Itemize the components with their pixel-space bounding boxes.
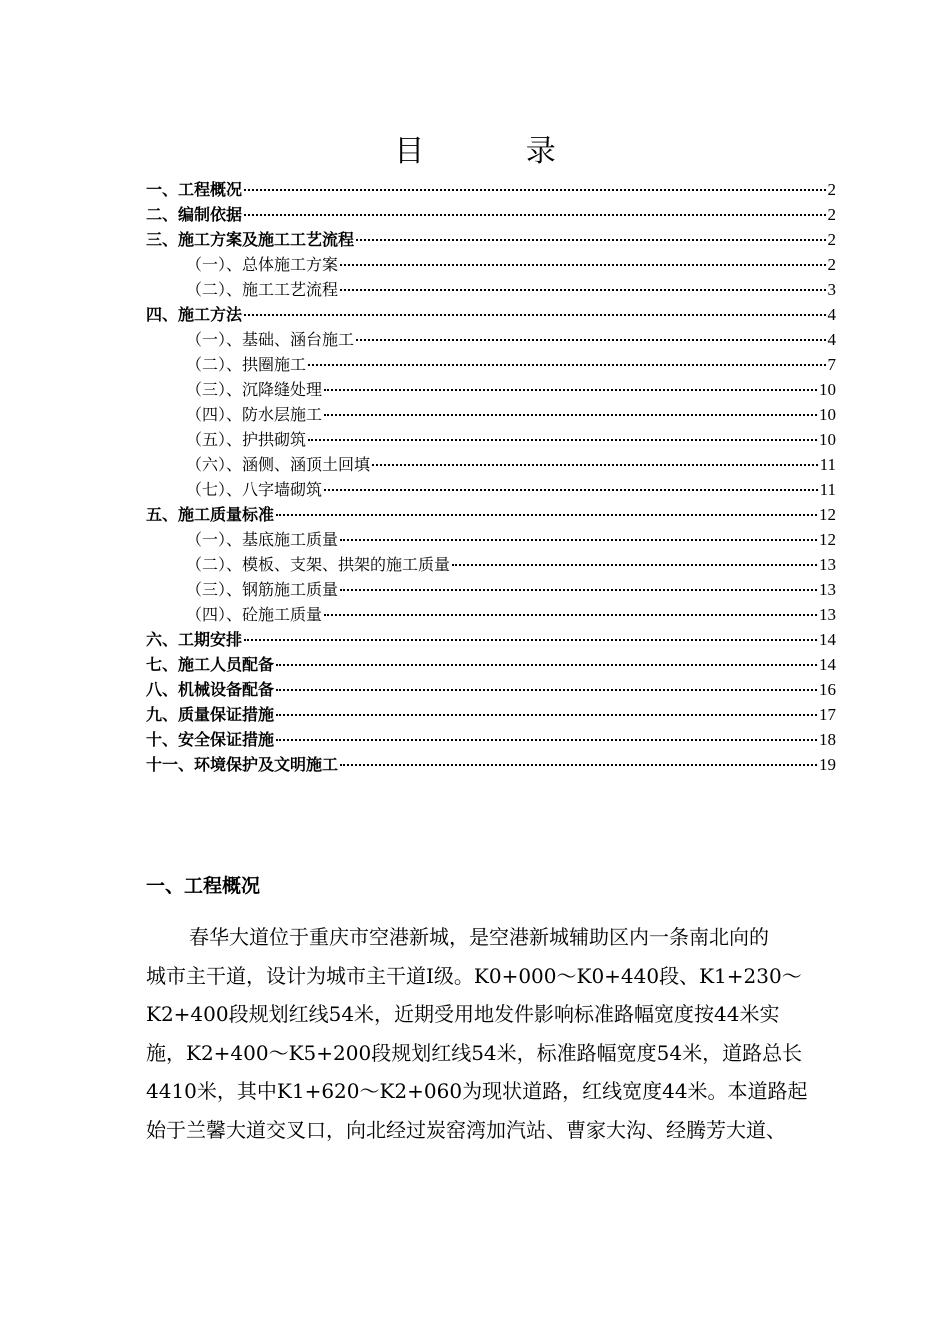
toc-dot-leader xyxy=(356,239,825,241)
toc-page-number: 12 xyxy=(819,505,836,524)
toc-page-number: 13 xyxy=(819,605,836,624)
toc-dot-leader xyxy=(324,389,817,391)
toc-dot-leader xyxy=(276,739,817,741)
toc-entry[interactable] xyxy=(146,452,836,477)
toc-page-number: 16 xyxy=(819,680,836,699)
toc-entry-text: （五）、护拱砌筑 xyxy=(186,430,307,449)
toc-page-number: 2 xyxy=(827,255,836,274)
toc-title: 目 录 xyxy=(394,134,602,169)
toc-entry-text: 一、工程概况 xyxy=(146,180,243,199)
toc-entry-text: 四、施工方法 xyxy=(146,305,243,324)
toc-entry[interactable] xyxy=(146,627,836,652)
toc-dot-leader xyxy=(356,339,825,341)
toc-entry[interactable] xyxy=(146,302,836,327)
paragraph-line: 4410米，其中K1+620～K2+060为现状道路，红线宽度44米。本道路起 xyxy=(146,1079,808,1103)
toc-entry-text: （四）、防水层施工 xyxy=(186,405,323,424)
toc-entry-text: （四）、砼施工质量 xyxy=(186,605,323,624)
toc-dot-leader xyxy=(244,639,817,641)
toc-entry-text: （七）、八字墙砌筑 xyxy=(186,480,323,499)
toc-entry[interactable] xyxy=(146,427,836,452)
toc-page-number: 17 xyxy=(819,705,836,724)
toc-page-number: 13 xyxy=(819,580,836,599)
paragraph-line: K2+400段规划红线54米，近期受用地发件影响标准路幅宽度按44米实 xyxy=(146,1002,780,1026)
toc-entry[interactable] xyxy=(146,552,836,577)
toc-dot-leader xyxy=(276,664,817,666)
toc-page-number: 2 xyxy=(827,205,836,224)
toc-entry-text: （二）、拱圈施工 xyxy=(186,355,307,374)
toc-entry-text: （一）、基底施工质量 xyxy=(186,530,339,549)
toc-entry[interactable] xyxy=(146,402,836,427)
toc-page-number: 7 xyxy=(827,355,836,374)
toc-entry[interactable] xyxy=(146,227,836,252)
toc-dot-leader xyxy=(308,439,817,441)
table-of-contents xyxy=(146,177,836,777)
toc-dot-leader xyxy=(276,714,817,716)
toc-dot-leader xyxy=(276,689,817,691)
toc-dot-leader xyxy=(340,539,817,541)
toc-page-number: 2 xyxy=(827,230,836,249)
toc-dot-leader xyxy=(324,489,818,491)
toc-entry-text: （六）、涵侧、涵顶土回填 xyxy=(186,455,371,474)
toc-dot-leader xyxy=(244,314,825,316)
toc-page-number: 12 xyxy=(819,530,836,549)
toc-page-number: 13 xyxy=(819,555,836,574)
toc-entry[interactable] xyxy=(146,652,836,677)
toc-dot-leader xyxy=(340,589,817,591)
toc-dot-leader xyxy=(244,189,825,191)
toc-page-number: 2 xyxy=(827,180,836,199)
toc-entry-text: 九、质量保证措施 xyxy=(146,705,275,724)
toc-entry[interactable] xyxy=(146,702,836,727)
toc-entry-text: 十、安全保证措施 xyxy=(146,730,275,749)
toc-dot-leader xyxy=(340,764,817,766)
toc-entry[interactable] xyxy=(146,477,836,502)
toc-entry-text: （二）、模板、支架、拱架的施工质量 xyxy=(186,555,451,574)
paragraph-line: 城市主干道，设计为城市主干道Ⅰ级。K0+000～K0+440段、K1+230～ xyxy=(146,963,802,988)
toc-entry-text: 十一、环境保护及文明施工 xyxy=(146,755,339,774)
toc-entry-text: 二、编制依据 xyxy=(146,205,243,224)
toc-entry-text: （一）、基础、涵台施工 xyxy=(186,330,355,349)
toc-dot-leader xyxy=(372,464,818,466)
toc-entry[interactable] xyxy=(146,602,836,627)
toc-page-number: 14 xyxy=(819,655,836,674)
paragraph-line: 春华大道位于重庆市空港新城，是空港新城辅助区内一条南北向的 xyxy=(189,925,769,949)
toc-entry[interactable] xyxy=(146,727,836,752)
toc-dot-leader xyxy=(324,614,817,616)
toc-entry-text: 六、工期安排 xyxy=(146,630,243,649)
toc-dot-leader xyxy=(340,289,825,291)
toc-entry[interactable] xyxy=(146,202,836,227)
toc-page-number: 14 xyxy=(819,630,836,649)
toc-page-number: 3 xyxy=(827,280,836,299)
paragraph-line: 始于兰馨大道交叉口，向北经过炭窑湾加汽站、曹家大沟、经腾芳大道、 xyxy=(146,1117,786,1142)
toc-entry-text: （一）、总体施工方案 xyxy=(186,255,339,274)
toc-entry-text: （三）、钢筋施工质量 xyxy=(186,580,339,599)
toc-page-number: 10 xyxy=(819,380,836,399)
toc-entry[interactable] xyxy=(146,252,836,277)
section-body xyxy=(146,918,852,1149)
toc-dot-leader xyxy=(308,364,825,366)
toc-entry[interactable] xyxy=(146,277,836,302)
toc-dot-leader xyxy=(244,214,825,216)
toc-page-number: 18 xyxy=(819,730,836,749)
toc-dot-leader xyxy=(452,564,817,566)
toc-page-number: 4 xyxy=(827,305,836,324)
toc-entry-text: （三）、沉降缝处理 xyxy=(186,380,323,399)
section-heading: 一、工程概况 xyxy=(146,875,261,897)
paragraph-line: 施，K2+400～K5+200段规划红线54米，标准路幅宽度54米，道路总长 xyxy=(146,1040,803,1065)
toc-entry[interactable] xyxy=(146,177,836,202)
toc-entry-text: 三、施工方案及施工工艺流程 xyxy=(146,230,355,249)
toc-entry[interactable] xyxy=(146,377,836,402)
toc-entry-text: 七、施工人员配备 xyxy=(146,655,275,674)
toc-entry-text: （二）、施工工艺流程 xyxy=(186,280,339,299)
toc-entry[interactable] xyxy=(146,327,836,352)
toc-entry[interactable] xyxy=(146,352,836,377)
toc-entry-text: 八、机械设备配备 xyxy=(146,680,275,699)
toc-dot-leader xyxy=(324,414,817,416)
toc-page-number: 10 xyxy=(819,405,836,424)
toc-entry[interactable] xyxy=(146,502,836,527)
toc-page-number: 11 xyxy=(819,455,836,474)
toc-entry[interactable] xyxy=(146,527,836,552)
toc-entry-text: 五、施工质量标准 xyxy=(146,505,275,524)
toc-page-number: 10 xyxy=(819,430,836,449)
toc-entry[interactable] xyxy=(146,677,836,702)
toc-entry[interactable] xyxy=(146,752,836,777)
toc-dot-leader xyxy=(340,264,825,266)
toc-page-number: 11 xyxy=(819,480,836,499)
toc-entry[interactable] xyxy=(146,577,836,602)
toc-page-number: 4 xyxy=(827,330,836,349)
toc-dot-leader xyxy=(276,514,817,516)
toc-page-number: 19 xyxy=(819,755,836,774)
